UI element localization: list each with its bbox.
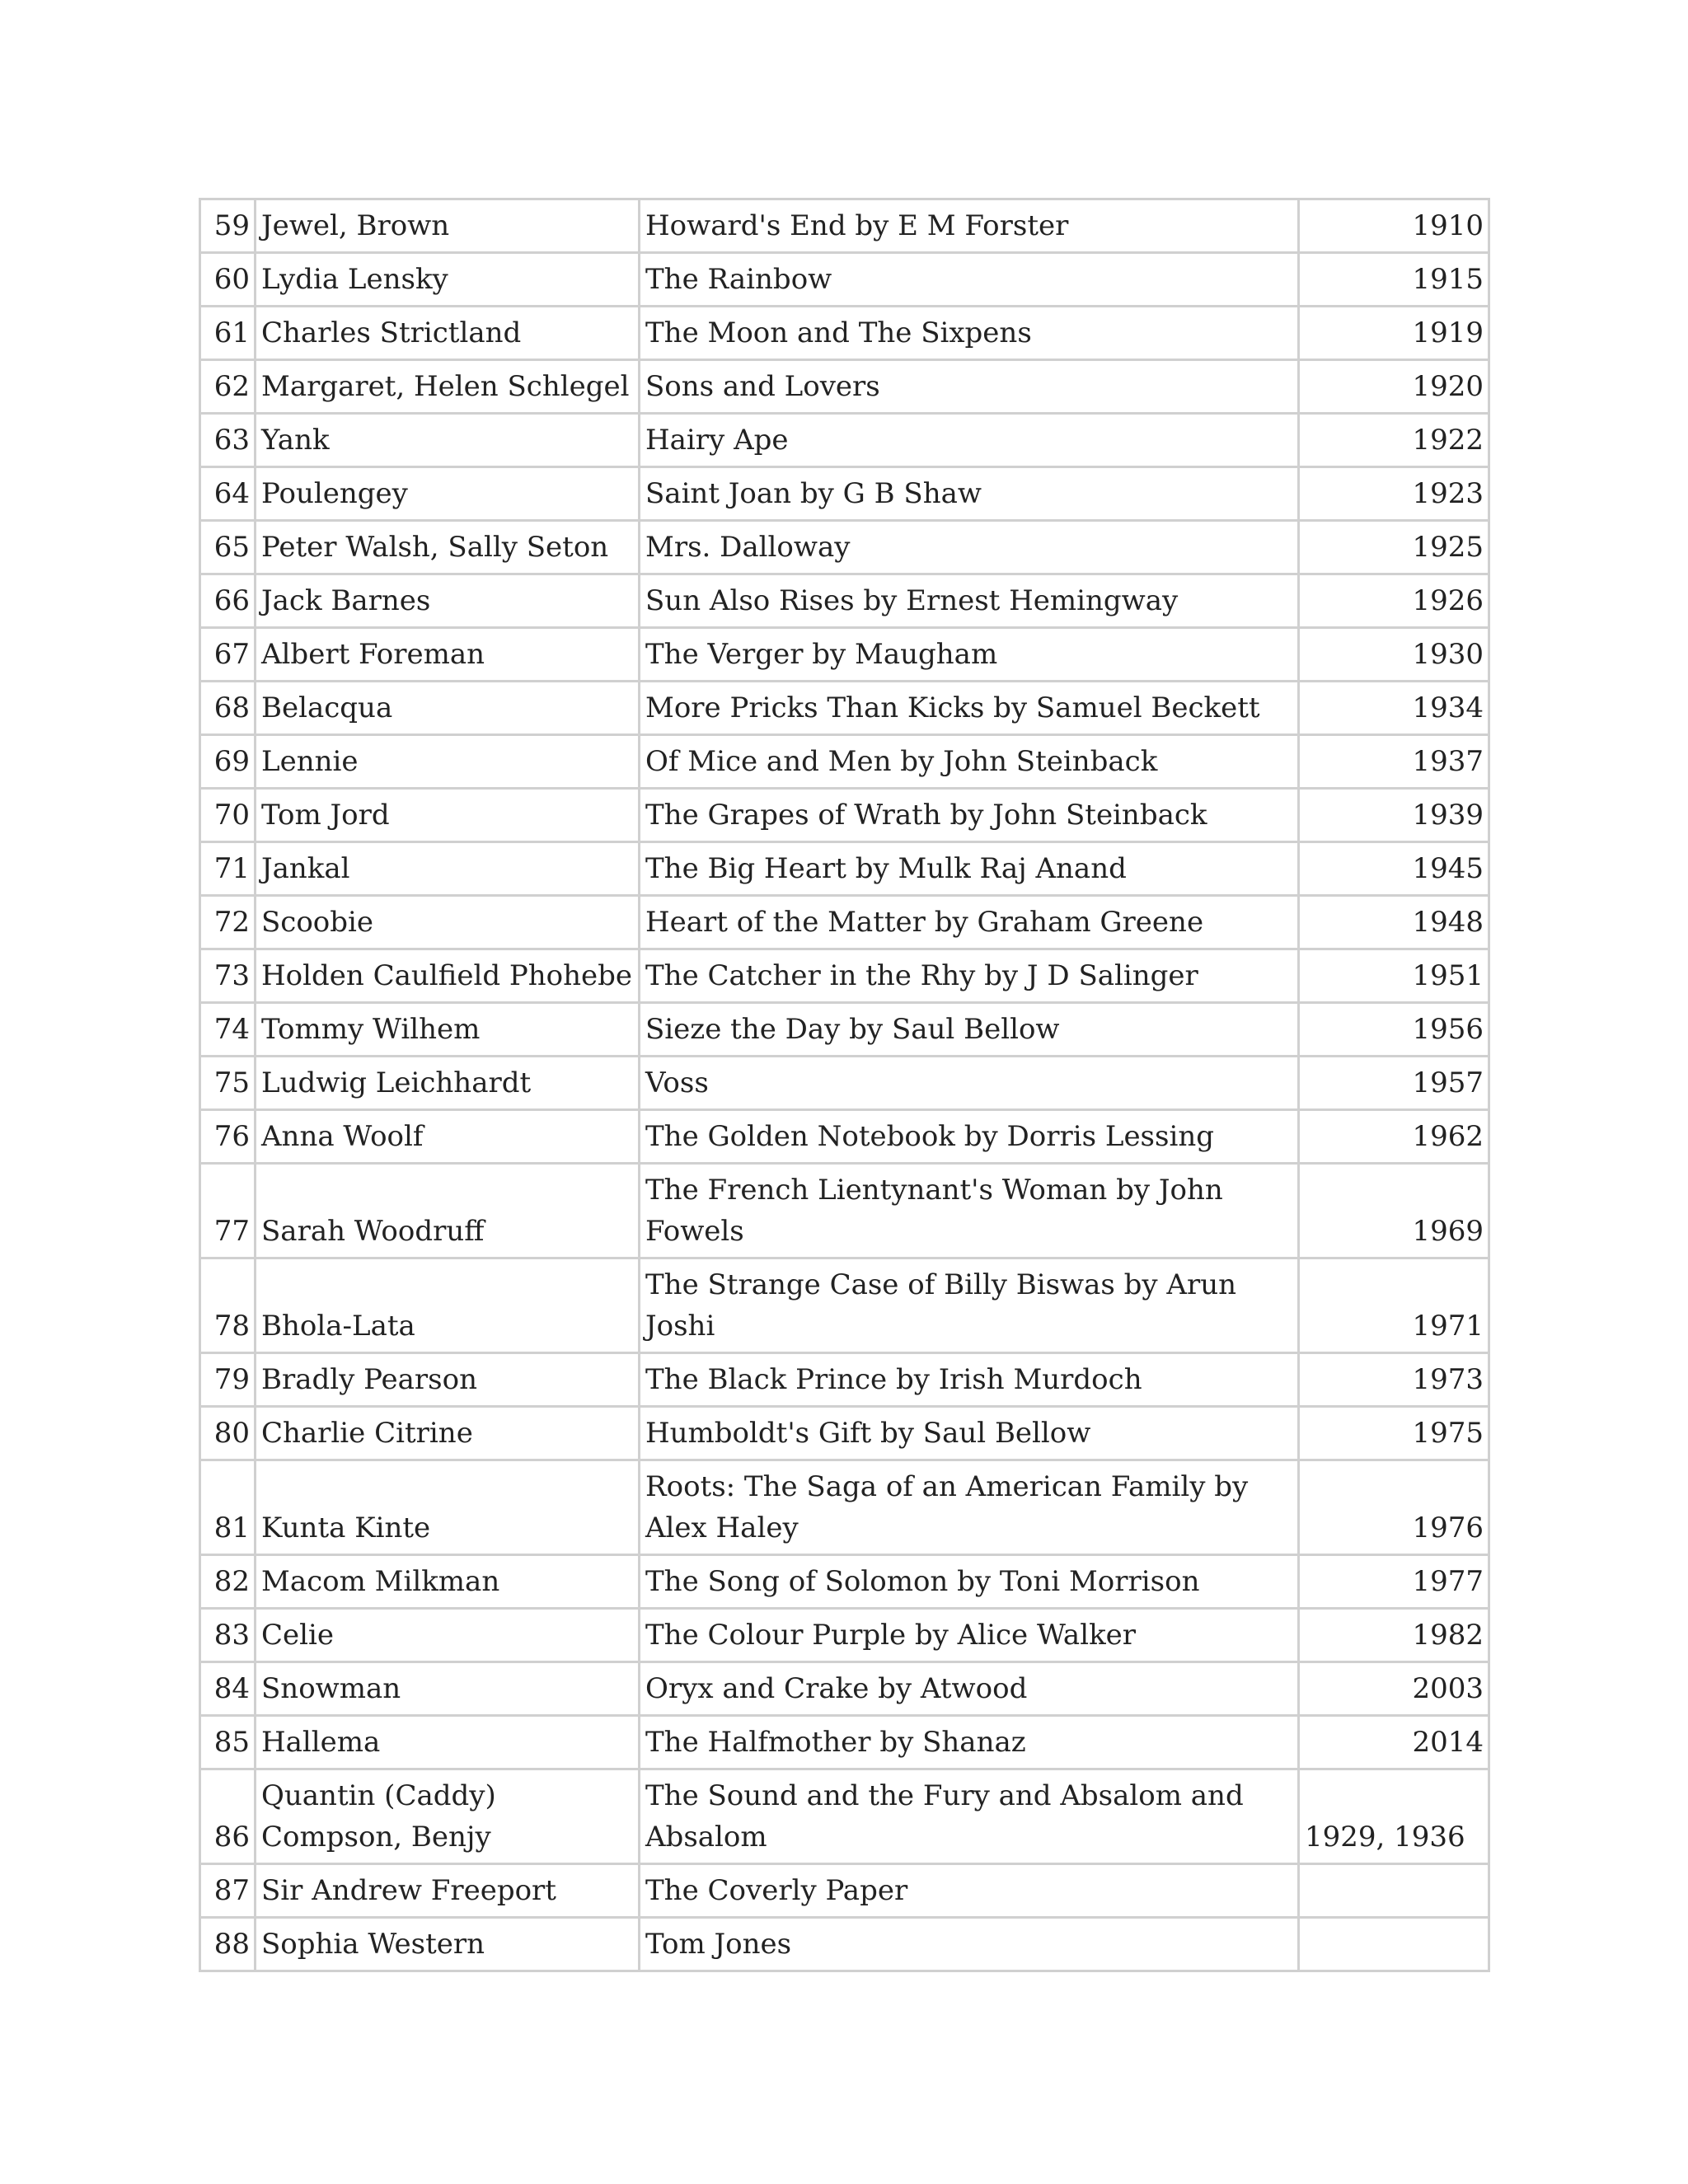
- work-cell: The Halfmother by Shanaz: [640, 1716, 1299, 1769]
- work-cell: Sieze the Day by Saul Bellow: [640, 1003, 1299, 1057]
- row-number: 83: [200, 1609, 256, 1662]
- year-cell: 1920: [1299, 360, 1489, 414]
- year-cell: 2003: [1299, 1662, 1489, 1716]
- row-number: 82: [200, 1555, 256, 1609]
- table-row: [200, 1110, 1489, 1164]
- year-cell: 1919: [1299, 307, 1489, 360]
- year-cell: 1910: [1299, 199, 1489, 253]
- year-cell: 1969: [1299, 1164, 1489, 1258]
- character-cell: Albert Foreman: [256, 628, 640, 682]
- table-row: [200, 1407, 1489, 1460]
- row-number: 59: [200, 199, 256, 253]
- table-body: [200, 199, 1489, 1971]
- row-number: 86: [200, 1769, 256, 1864]
- table-row: [200, 842, 1489, 896]
- row-number: 77: [200, 1164, 256, 1258]
- year-cell: 1922: [1299, 414, 1489, 467]
- work-cell: The Big Heart by Mulk Raj Anand: [640, 842, 1299, 896]
- table-row: [200, 949, 1489, 1003]
- work-cell: The Black Prince by Irish Murdoch: [640, 1353, 1299, 1407]
- work-cell: The Golden Notebook by Dorris Lessing: [640, 1110, 1299, 1164]
- table-row: [200, 735, 1489, 789]
- year-cell: 1937: [1299, 735, 1489, 789]
- character-cell: Lennie: [256, 735, 640, 789]
- character-cell: Scoobie: [256, 896, 640, 949]
- row-number: 74: [200, 1003, 256, 1057]
- year-cell: 1973: [1299, 1353, 1489, 1407]
- work-cell: Voss: [640, 1057, 1299, 1110]
- year-cell: 2014: [1299, 1716, 1489, 1769]
- character-cell: Jack Barnes: [256, 574, 640, 628]
- character-cell: Tommy Wilhem: [256, 1003, 640, 1057]
- character-cell: Celie: [256, 1609, 640, 1662]
- row-number: 64: [200, 467, 256, 521]
- table-row: [200, 307, 1489, 360]
- year-cell: 1951: [1299, 949, 1489, 1003]
- table-row: [200, 1258, 1489, 1353]
- row-number: 69: [200, 735, 256, 789]
- year-cell: 1957: [1299, 1057, 1489, 1110]
- table-row: [200, 521, 1489, 574]
- work-cell: Of Mice and Men by John Steinback: [640, 735, 1299, 789]
- row-number: 60: [200, 253, 256, 307]
- work-cell: The Verger by Maugham: [640, 628, 1299, 682]
- work-cell: Howard's End by E M Forster: [640, 199, 1299, 253]
- character-cell: Macom Milkman: [256, 1555, 640, 1609]
- year-cell: 1956: [1299, 1003, 1489, 1057]
- row-number: 87: [200, 1864, 256, 1918]
- character-cell: Snowman: [256, 1662, 640, 1716]
- year-cell: 1976: [1299, 1460, 1489, 1555]
- year-cell: 1939: [1299, 789, 1489, 842]
- year-cell: [1299, 1864, 1489, 1918]
- character-cell: Quantin (Caddy) Compson, Benjy: [256, 1769, 640, 1864]
- character-cell: Anna Woolf: [256, 1110, 640, 1164]
- character-cell: Lydia Lensky: [256, 253, 640, 307]
- table-row: [200, 1353, 1489, 1407]
- row-number: 79: [200, 1353, 256, 1407]
- row-number: 72: [200, 896, 256, 949]
- work-cell: The Grapes of Wrath by John Steinback: [640, 789, 1299, 842]
- row-number: 80: [200, 1407, 256, 1460]
- work-cell: Tom Jones: [640, 1918, 1299, 1971]
- table-row: [200, 1164, 1489, 1258]
- year-cell: 1930: [1299, 628, 1489, 682]
- row-number: 68: [200, 682, 256, 735]
- year-cell: 1925: [1299, 521, 1489, 574]
- work-cell: Humboldt's Gift by Saul Bellow: [640, 1407, 1299, 1460]
- character-cell: Sir Andrew Freeport: [256, 1864, 640, 1918]
- table-row: [200, 789, 1489, 842]
- table-row: [200, 1609, 1489, 1662]
- year-cell: 1971: [1299, 1258, 1489, 1353]
- year-cell: 1975: [1299, 1407, 1489, 1460]
- characters-table: [199, 198, 1490, 1972]
- work-cell: The French Lientynant's Woman by John Fowels: [640, 1164, 1299, 1258]
- character-cell: Charlie Citrine: [256, 1407, 640, 1460]
- character-cell: Peter Walsh, Sally Seton: [256, 521, 640, 574]
- character-cell: Belacqua: [256, 682, 640, 735]
- year-cell: 1977: [1299, 1555, 1489, 1609]
- table-row: [200, 1918, 1489, 1971]
- table-row: [200, 682, 1489, 735]
- work-cell: The Coverly Paper: [640, 1864, 1299, 1918]
- year-cell: 1948: [1299, 896, 1489, 949]
- year-cell: [1299, 1918, 1489, 1971]
- work-cell: The Song of Solomon by Toni Morrison: [640, 1555, 1299, 1609]
- character-cell: Yank: [256, 414, 640, 467]
- year-cell: 1934: [1299, 682, 1489, 735]
- character-cell: Holden Caulfield Phohebe: [256, 949, 640, 1003]
- table-row: [200, 1555, 1489, 1609]
- row-number: 85: [200, 1716, 256, 1769]
- year-cell: 1926: [1299, 574, 1489, 628]
- character-cell: Kunta Kinte: [256, 1460, 640, 1555]
- row-number: 71: [200, 842, 256, 896]
- character-cell: Margaret, Helen Schlegel: [256, 360, 640, 414]
- work-cell: Sons and Lovers: [640, 360, 1299, 414]
- table-row: [200, 253, 1489, 307]
- year-cell: 1915: [1299, 253, 1489, 307]
- work-cell: Sun Also Rises by Ernest Hemingway: [640, 574, 1299, 628]
- year-cell: 1945: [1299, 842, 1489, 896]
- character-cell: Jewel, Brown: [256, 199, 640, 253]
- character-cell: Poulengey: [256, 467, 640, 521]
- table-row: [200, 1769, 1489, 1864]
- character-cell: Sophia Western: [256, 1918, 640, 1971]
- work-cell: Hairy Ape: [640, 414, 1299, 467]
- table-row: [200, 360, 1489, 414]
- year-cell: 1982: [1299, 1609, 1489, 1662]
- work-cell: The Strange Case of Billy Biswas by Arun Joshi: [640, 1258, 1299, 1353]
- table-row: [200, 1662, 1489, 1716]
- character-cell: Ludwig Leichhardt: [256, 1057, 640, 1110]
- table-row: [200, 414, 1489, 467]
- character-cell: Charles Strictland: [256, 307, 640, 360]
- row-number: 70: [200, 789, 256, 842]
- work-cell: Roots: The Saga of an American Family by Alex Haley: [640, 1460, 1299, 1555]
- table-row: [200, 1864, 1489, 1918]
- character-cell: Tom Jord: [256, 789, 640, 842]
- row-number: 75: [200, 1057, 256, 1110]
- work-cell: Heart of the Matter by Graham Greene: [640, 896, 1299, 949]
- work-cell: The Colour Purple by Alice Walker: [640, 1609, 1299, 1662]
- work-cell: Oryx and Crake by Atwood: [640, 1662, 1299, 1716]
- work-cell: Saint Joan by G B Shaw: [640, 467, 1299, 521]
- work-cell: The Catcher in the Rhy by J D Salinger: [640, 949, 1299, 1003]
- work-cell: The Rainbow: [640, 253, 1299, 307]
- table-row: [200, 1057, 1489, 1110]
- table-row: [200, 1716, 1489, 1769]
- row-number: 76: [200, 1110, 256, 1164]
- character-cell: Bhola-Lata: [256, 1258, 640, 1353]
- work-cell: The Sound and the Fury and Absalom and Absalom: [640, 1769, 1299, 1864]
- table-row: [200, 1460, 1489, 1555]
- table-row: [200, 467, 1489, 521]
- table-row: [200, 896, 1489, 949]
- work-cell: More Pricks Than Kicks by Samuel Beckett: [640, 682, 1299, 735]
- row-number: 66: [200, 574, 256, 628]
- table-row: [200, 574, 1489, 628]
- table-row: [200, 628, 1489, 682]
- character-cell: Jankal: [256, 842, 640, 896]
- work-cell: Mrs. Dalloway: [640, 521, 1299, 574]
- work-cell: The Moon and The Sixpens: [640, 307, 1299, 360]
- table-row: [200, 199, 1489, 253]
- year-cell: 1923: [1299, 467, 1489, 521]
- year-cell: 1929, 1936: [1299, 1769, 1489, 1864]
- character-cell: Sarah Woodruff: [256, 1164, 640, 1258]
- year-cell: 1962: [1299, 1110, 1489, 1164]
- character-cell: Hallema: [256, 1716, 640, 1769]
- row-number: 78: [200, 1258, 256, 1353]
- row-number: 81: [200, 1460, 256, 1555]
- row-number: 73: [200, 949, 256, 1003]
- row-number: 84: [200, 1662, 256, 1716]
- row-number: 62: [200, 360, 256, 414]
- row-number: 61: [200, 307, 256, 360]
- row-number: 65: [200, 521, 256, 574]
- character-cell: Bradly Pearson: [256, 1353, 640, 1407]
- table-row: [200, 1003, 1489, 1057]
- row-number: 63: [200, 414, 256, 467]
- row-number: 88: [200, 1918, 256, 1971]
- row-number: 67: [200, 628, 256, 682]
